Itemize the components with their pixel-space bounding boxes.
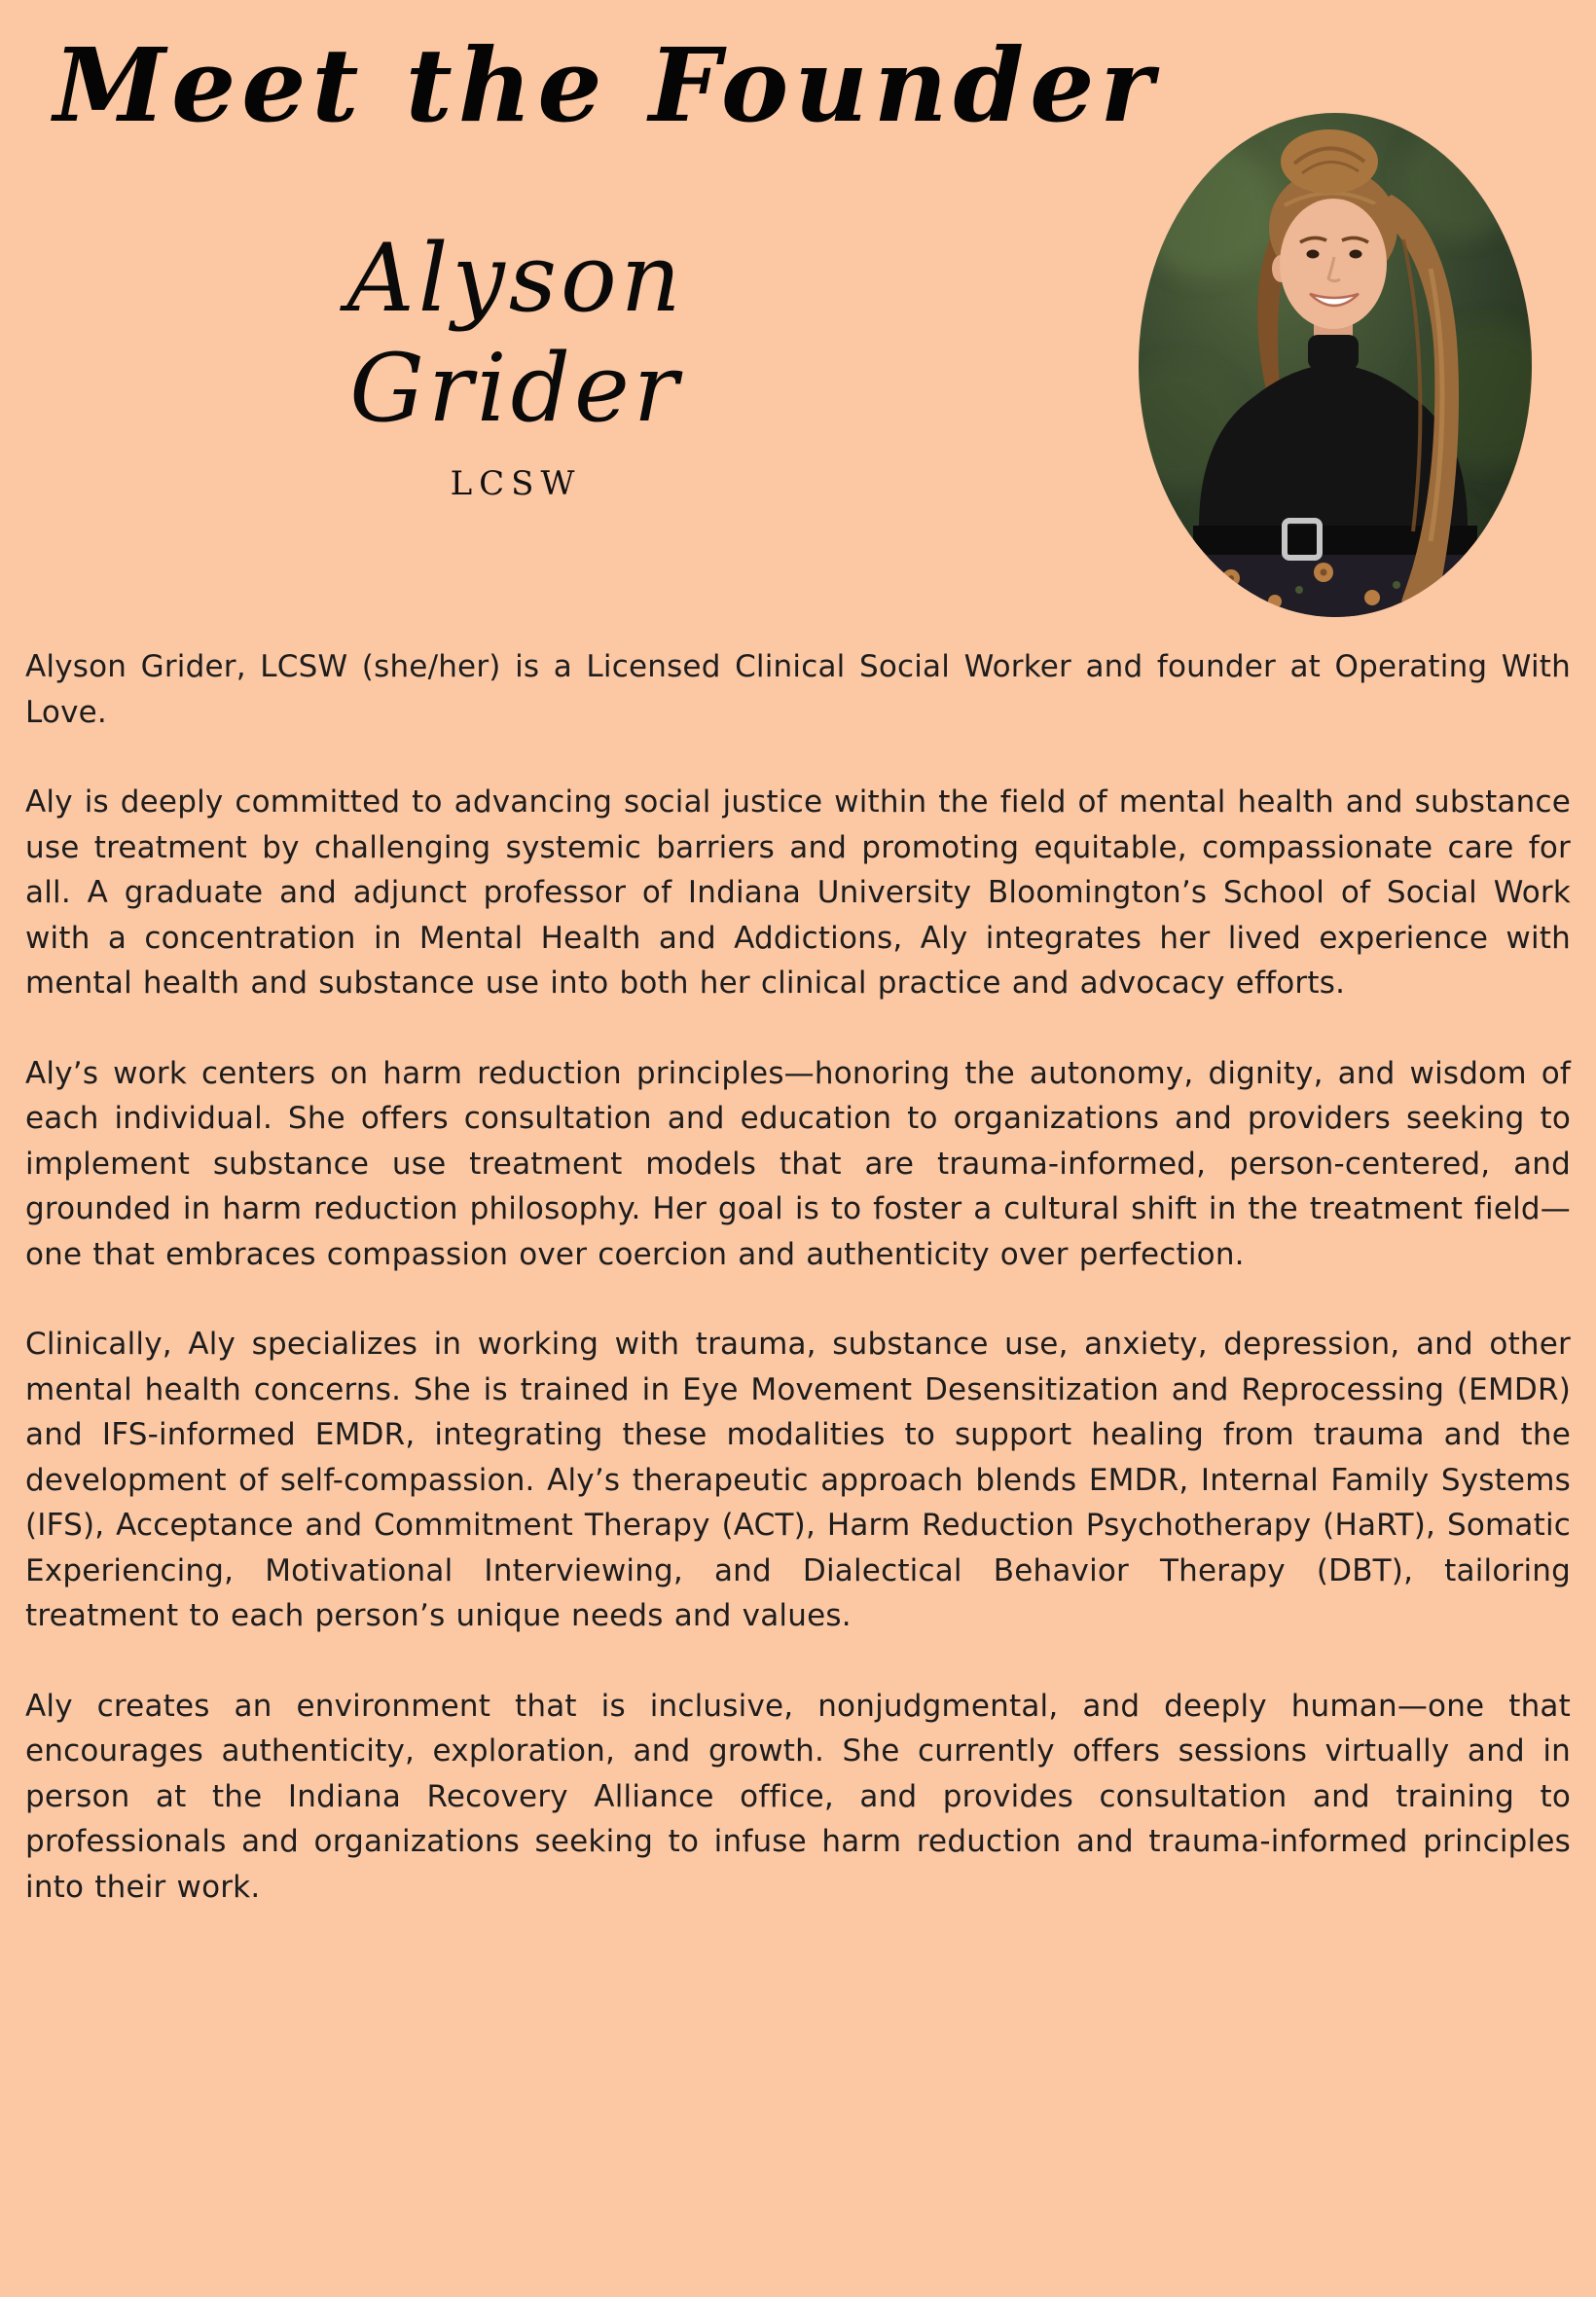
bio-paragraph-intro: Alyson Grider, LCSW (she/her) is a Licensed Clinical Social Worker and founder at Operating With Love. [25,649,1571,730]
bio-paragraph-clinical: Clinically, Aly specializes in working with trauma, substance use, anxiety, depression, and other mental health concerns. She is trained in Eye Movement Desensitization and Reprocessing (EMDR) and IFS-informed EMDR, integrating these modalities to support healing from trauma and the development of self-compassion. Aly’s therapeutic approach blends EMDR, Internal Family Systems (IFS), Acceptance and Commitment Therapy (ACT), Harm Reduction Psychotherapy (HaRT), Somatic Experiencing, Motivational Interviewing, and Dialectical Behavior Therapy (DBT), tailoring treatment to each person’s unique needs and values. [25,1327,1571,1633]
founder-credential: LCSW [450,463,582,503]
founder-last-name: Grider [349,334,682,444]
hero-section [0,0,1596,623]
portrait-illustration [1139,113,1532,617]
bio-paragraph-environment: Aly creates an environment that is inclusive, nonjudgmental, and deeply human—one that encourages authenticity, exploration, and growth. She currently offers sessions virtually and in person at the Indiana Recovery Alliance office, and provides consultation and training to professionals and organizations seeking to infuse harm reduction and trauma-informed principles into their work. [25,1688,1571,1905]
bio-paragraph-harm-reduction: Aly’s work centers on harm reduction principles—honoring the autonomy, dignity, and wisdom of each individual. She offers consultation and education to organizations and providers seeking to implement substance use treatment models that are trauma-informed, person-centered, and grounded in harm reduction philosophy. Her goal is to foster a cultural shift in the treatment field—one that embraces compassion over coercion and authenticity over perfection. [25,1055,1571,1272]
bio-section [0,623,1596,1910]
bio-paragraph-commitment: Aly is deeply committed to advancing social justice within the field of mental health and substance use treatment by challenging systemic barriers and promoting equitable, compassionate care for all. A graduate and adjunct professor of Indiana University Bloomington’s School of Social Work with a concentration in Mental Health and Addictions, Aly integrates her lived experience with mental health and substance use into both her clinical practice and advocacy efforts. [25,784,1571,1001]
page-title: Meet the Founder [54,25,1160,145]
founder-name-block [127,224,905,503]
founder-portrait-photo [1139,113,1532,617]
founder-first-name: Alyson [346,224,685,333]
